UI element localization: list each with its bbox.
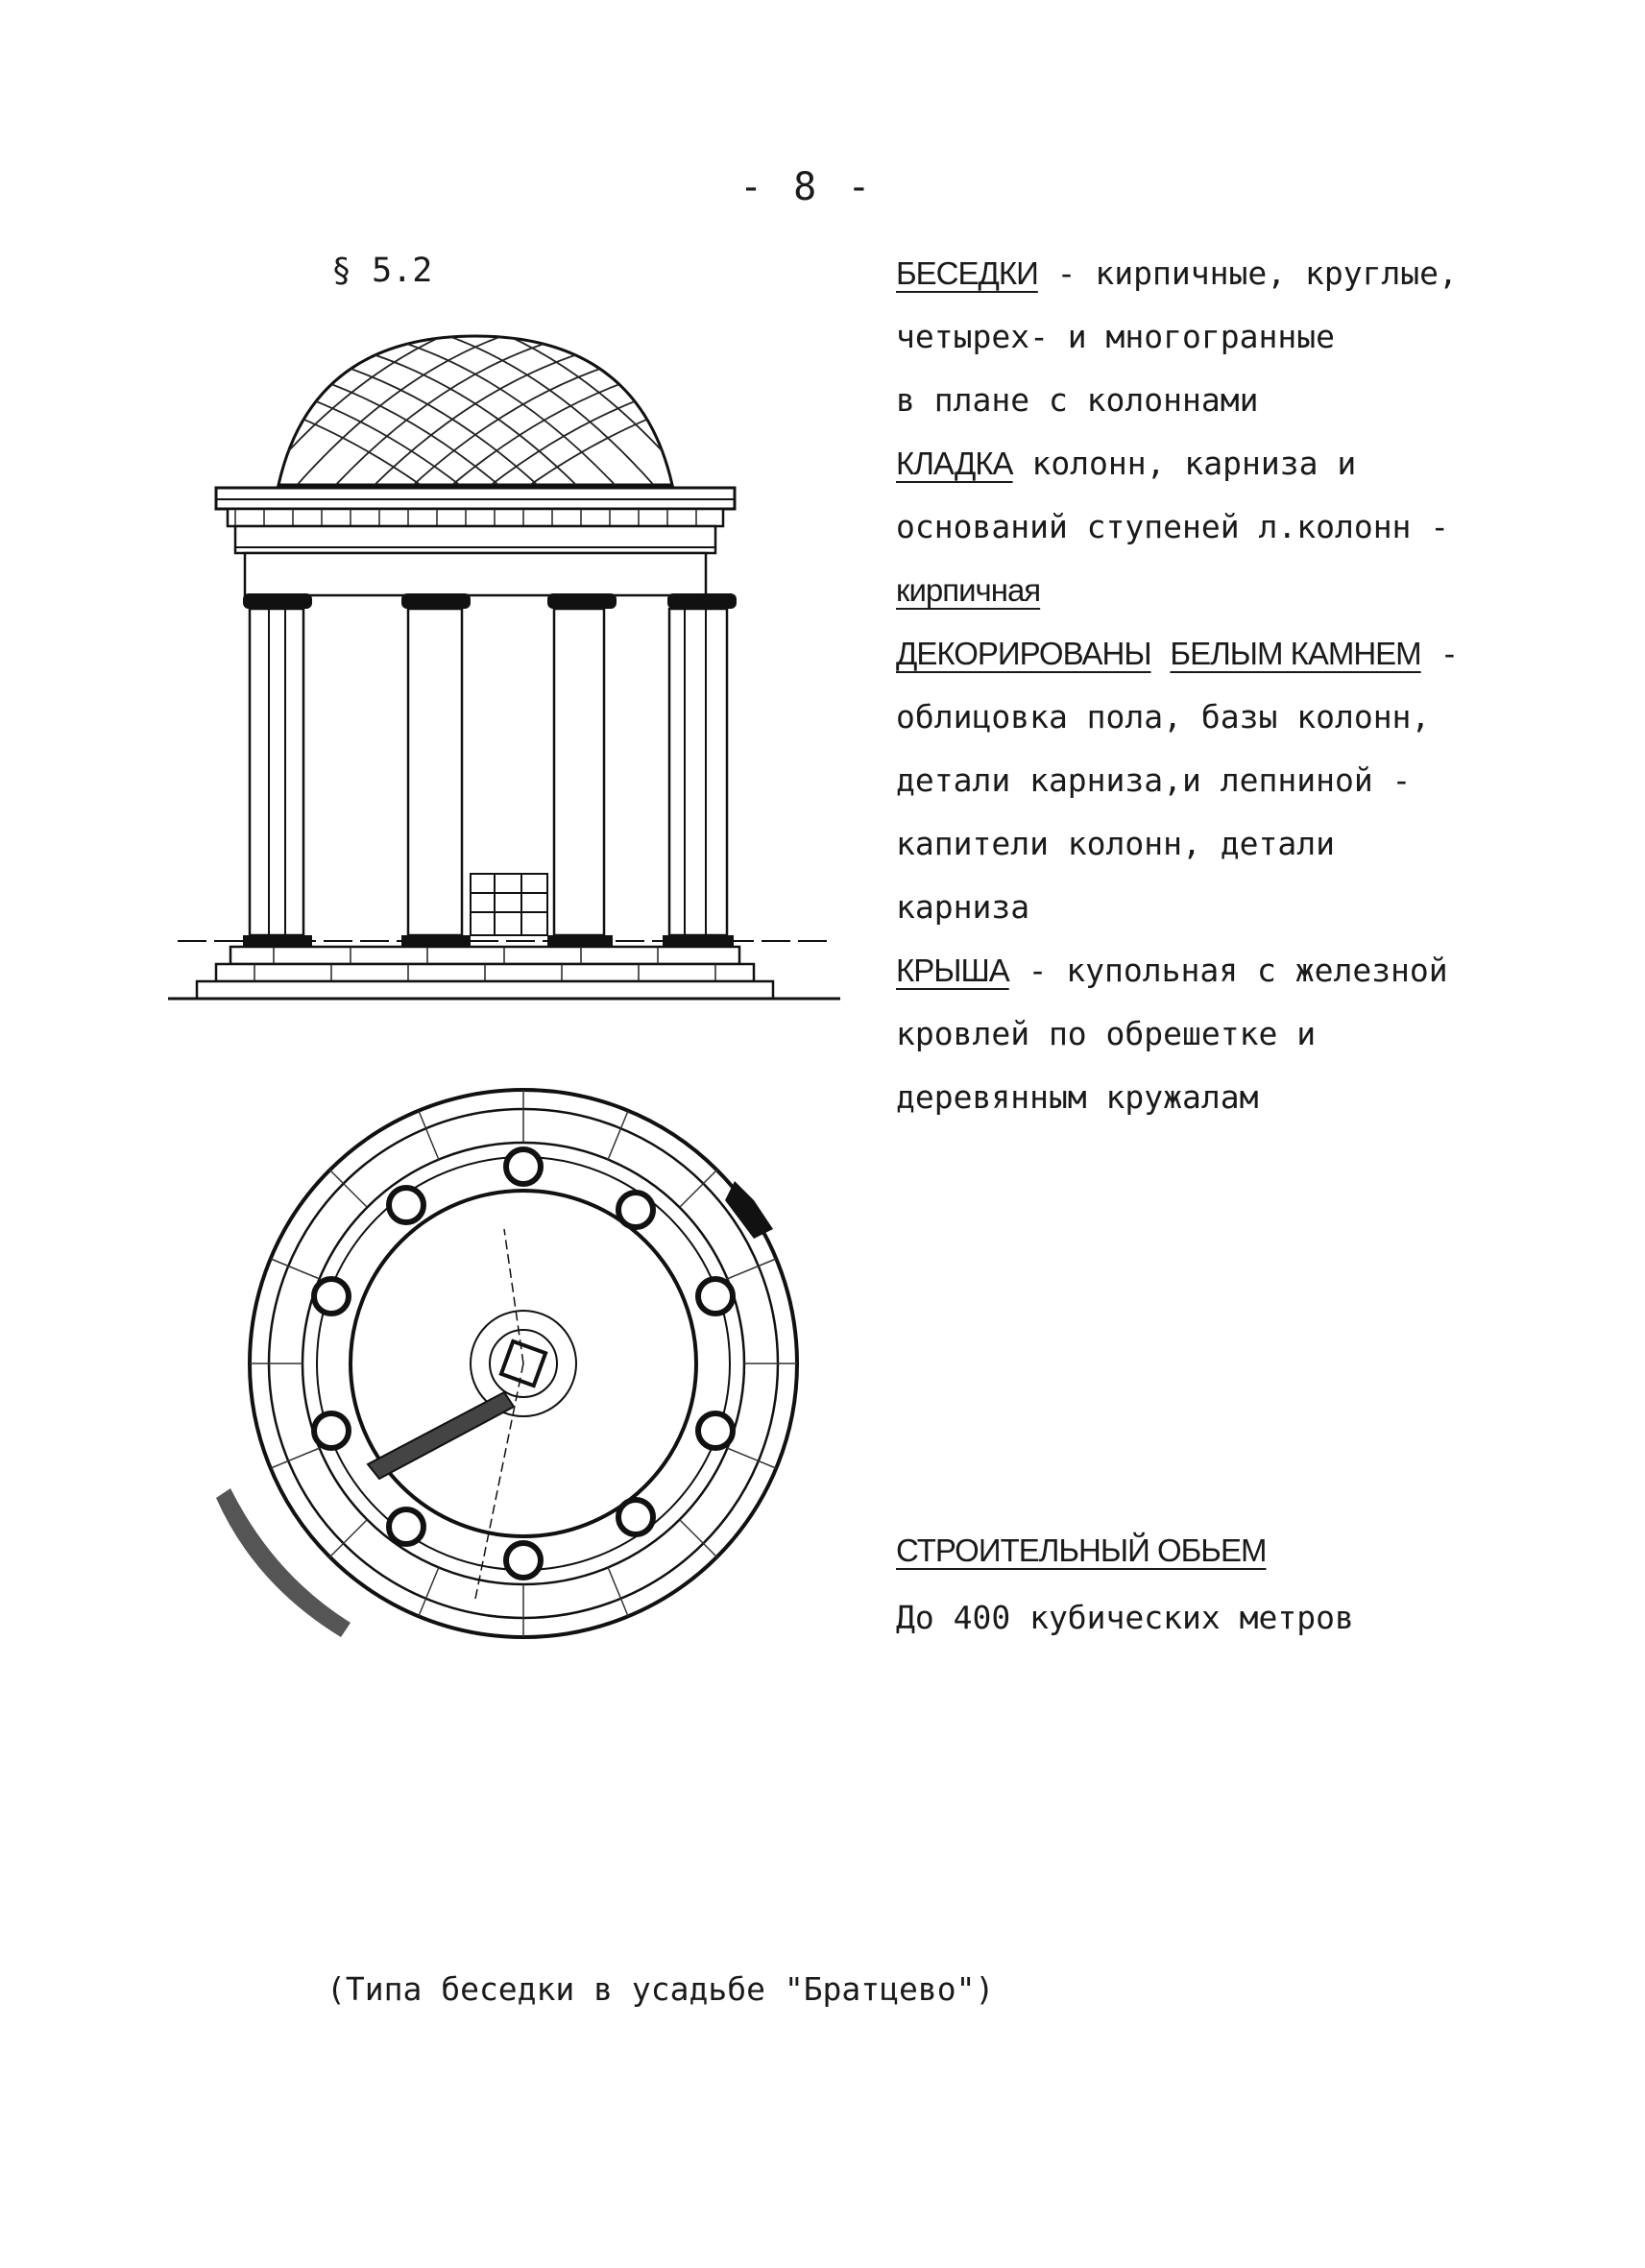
dark-wedge xyxy=(725,1181,773,1239)
decor-line-1: облицовка пола, базы колонн, xyxy=(896,698,1431,736)
gazebos-keyword: БЕСЕДКИ xyxy=(896,255,1038,291)
page-number: - 8 - xyxy=(739,165,875,209)
volume-value: До 400 кубических метров xyxy=(896,1599,1354,1636)
section-hatch xyxy=(216,1488,351,1637)
decor-line-3: капители колонн, детали xyxy=(896,825,1335,862)
decor-keyword-2: БЕЛЫМ КАМНЕМ xyxy=(1170,636,1421,671)
decor-keyword-1: ДЕКОРИРОВАНЫ xyxy=(896,636,1151,671)
gazebos-line-1: БЕСЕДКИ - кирпичные, круглые, xyxy=(896,254,1458,292)
gazebos-line-3: в плане с колоннами xyxy=(896,381,1259,419)
roof-line-1: КРЫША - купольная с железной xyxy=(896,952,1448,989)
hatched-strip xyxy=(368,1392,514,1479)
roof-line-2: кровлей по обрешетке и xyxy=(896,1015,1317,1052)
volume-block xyxy=(896,1517,1354,1652)
masonry-material: кирпичная xyxy=(896,572,1041,608)
masonry-keyword: КЛАДКА xyxy=(896,446,1013,481)
masonry-line-2: оснований ступеней л.колонн - xyxy=(896,508,1450,545)
section-number: § 5.2 xyxy=(331,252,433,290)
wall-grid xyxy=(471,874,547,935)
decor-line-2: детали карниза,и лепниной - xyxy=(896,761,1412,799)
gazebo-plan-drawing xyxy=(216,1075,831,1671)
volume-heading: СТРОИТЕЛЬНЫЙ ОБЬЕМ xyxy=(896,1532,1267,1568)
roof-line-3: деревянным кружалам xyxy=(896,1078,1259,1116)
figure-caption: (Типа беседки в усадьбе "Братцево") xyxy=(327,1970,995,2008)
roof-keyword: КРЫША xyxy=(896,953,1009,988)
entablature xyxy=(245,553,706,595)
gazebo-elevation-drawing xyxy=(158,317,850,1008)
description-block xyxy=(896,242,1607,1129)
masonry-line-3 xyxy=(896,559,1607,622)
masonry-line-1: КЛАДКА колонн, карниза и xyxy=(896,445,1357,482)
decor-line-0: ДЕКОРИРОВАНЫ БЕЛЫМ КАМНЕМ - xyxy=(896,635,1460,672)
columns xyxy=(250,609,727,935)
decor-line-4: карниза xyxy=(896,888,1030,926)
gazebos-line-2: четырех- и многогранные xyxy=(896,318,1335,355)
